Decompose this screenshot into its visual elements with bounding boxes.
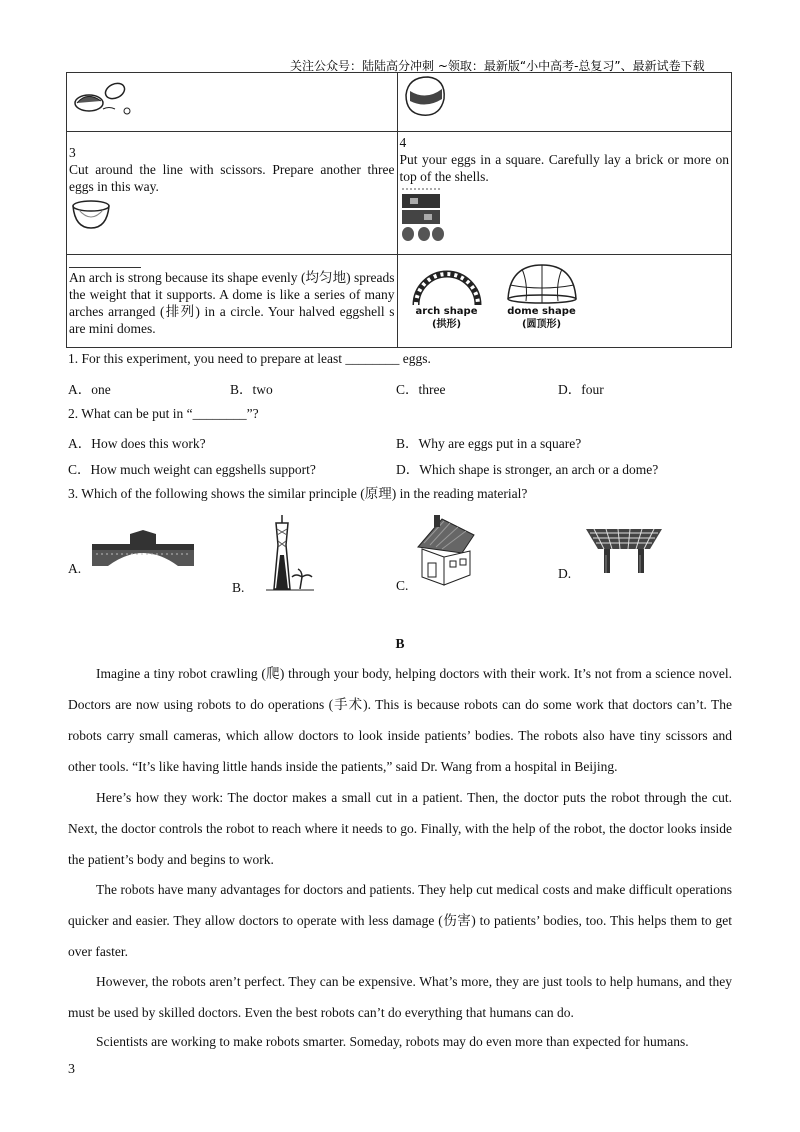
question-3: 3. Which of the following shows the similar principle (原理) in the reading material? xyxy=(68,486,528,501)
cracked-egg-icon xyxy=(67,73,147,123)
step-3-text: Cut around the line with scissors. Prepare another three eggs in this way. xyxy=(69,162,395,194)
dome-shape-icon xyxy=(502,261,582,305)
step-number-3: 3 xyxy=(69,145,76,160)
q2-option-d[interactable]: D．Which shape is stronger, an arch or a dome? xyxy=(396,462,659,477)
bridge-icon xyxy=(90,530,196,570)
question-2: 2. What can be put in “________”? xyxy=(68,406,259,421)
q2-option-a[interactable]: A．How does this work? xyxy=(68,436,206,451)
q3-label-a[interactable]: A. xyxy=(68,561,82,576)
table-cell-explanation xyxy=(67,255,398,348)
step-number-4: 4 xyxy=(399,135,407,150)
arch-label-en: arch shape xyxy=(415,306,478,317)
dome-label xyxy=(502,305,582,331)
table-cell-egg-cracked xyxy=(67,73,398,132)
dome-label-en: dome shape xyxy=(507,306,576,317)
page-number: 3 xyxy=(68,1062,75,1077)
q2-option-b[interactable]: B．Why are eggs put in a square? xyxy=(396,436,582,451)
section-b-paragraph-1: Imagine a tiny robot crawling (爬) through your body, helping doctors with their work. It’s not from a science novel. Doctors are now using robots to do operations (手术). This is because robots can do some work that doctors can’t. The robots carry small cameras, which allow doctors to look inside patients’ bodies. The robots also have tiny scissors and other tools. “It’s like having little hands inside the patients,” said Dr. Wang from a hospital in Beijing. xyxy=(68,666,732,774)
q1-option-b[interactable]: B．two xyxy=(230,382,273,397)
table-cell-step-4 xyxy=(397,132,731,255)
dome-label-cn: (圆顶形) xyxy=(521,319,562,330)
bowl-icon xyxy=(69,198,119,234)
arch-label xyxy=(412,305,482,331)
arch-label-cn: (拱形) xyxy=(431,319,462,330)
question-1: 1. For this experiment, you need to prepare at least ________ eggs. xyxy=(68,351,431,366)
q1-option-a[interactable]: A．one xyxy=(68,382,111,397)
section-b-heading: B xyxy=(395,636,405,651)
experiment-table xyxy=(66,72,732,348)
page-header: 关注公众号：陆陆高分冲刺 ~领取：最新版“小中高考-总复习”、最新试卷下载 xyxy=(290,59,705,73)
section-b-paragraph-4: However, the robots aren’t perfect. They can be expensive. What’s more, they are just tools to help humans, and they must be used by skilled doctors. Even the best robots can’t do everything that humans can do. xyxy=(68,974,732,1020)
q3-label-d[interactable]: D. xyxy=(558,566,572,581)
step-4-text: Put your eggs in a square. Carefully lay a brick or more on top of the shells. xyxy=(399,152,729,184)
section-b-paragraph-5: Scientists are working to make robots smarter. Someday, robots may do even more than expected for humans. xyxy=(96,1034,689,1049)
explanation-text: An arch is strong because its shape evenly (均匀地) spreads the weight that it supports. A dome is like a series of many arches arranged (排列) in a circle. Your halved eggshell s are mini domes. xyxy=(69,270,395,336)
arch-shape-icon xyxy=(412,261,482,307)
egg-shell-icon xyxy=(398,73,458,123)
house-icon xyxy=(414,513,480,587)
table-cell-egg-half xyxy=(397,73,731,132)
q2-option-c[interactable]: C．How much weight can eggshells support? xyxy=(68,462,316,477)
table-cell-shapes xyxy=(397,255,731,348)
q1-option-c[interactable]: C．three xyxy=(396,382,446,397)
q1-option-d[interactable]: D．four xyxy=(558,382,604,397)
q3-label-b[interactable]: B. xyxy=(232,580,245,595)
bricks-on-eggs-icon xyxy=(398,186,448,246)
table-cell-step-3 xyxy=(67,132,398,255)
tower-icon xyxy=(256,515,316,591)
pavilion-icon xyxy=(584,527,664,577)
section-b-paragraph-3: The robots have many advantages for doctors and patients. They help cut medical costs and make difficult operations quicker and easier. They allow doctors to operate with less damage (伤害) to patients’ bodies, too. This helps them to get over faster. xyxy=(68,882,732,959)
section-b-paragraph-2: Here’s how they work: The doctor makes a small cut in a patient. Then, the doctor puts the robot through the cut. Next, the doctor controls the robot to reach where it needs to go. Finally, with the help of the robot, the doctor looks inside the patient’s body and begins to work. xyxy=(68,790,732,867)
q3-label-c[interactable]: C. xyxy=(396,578,409,593)
